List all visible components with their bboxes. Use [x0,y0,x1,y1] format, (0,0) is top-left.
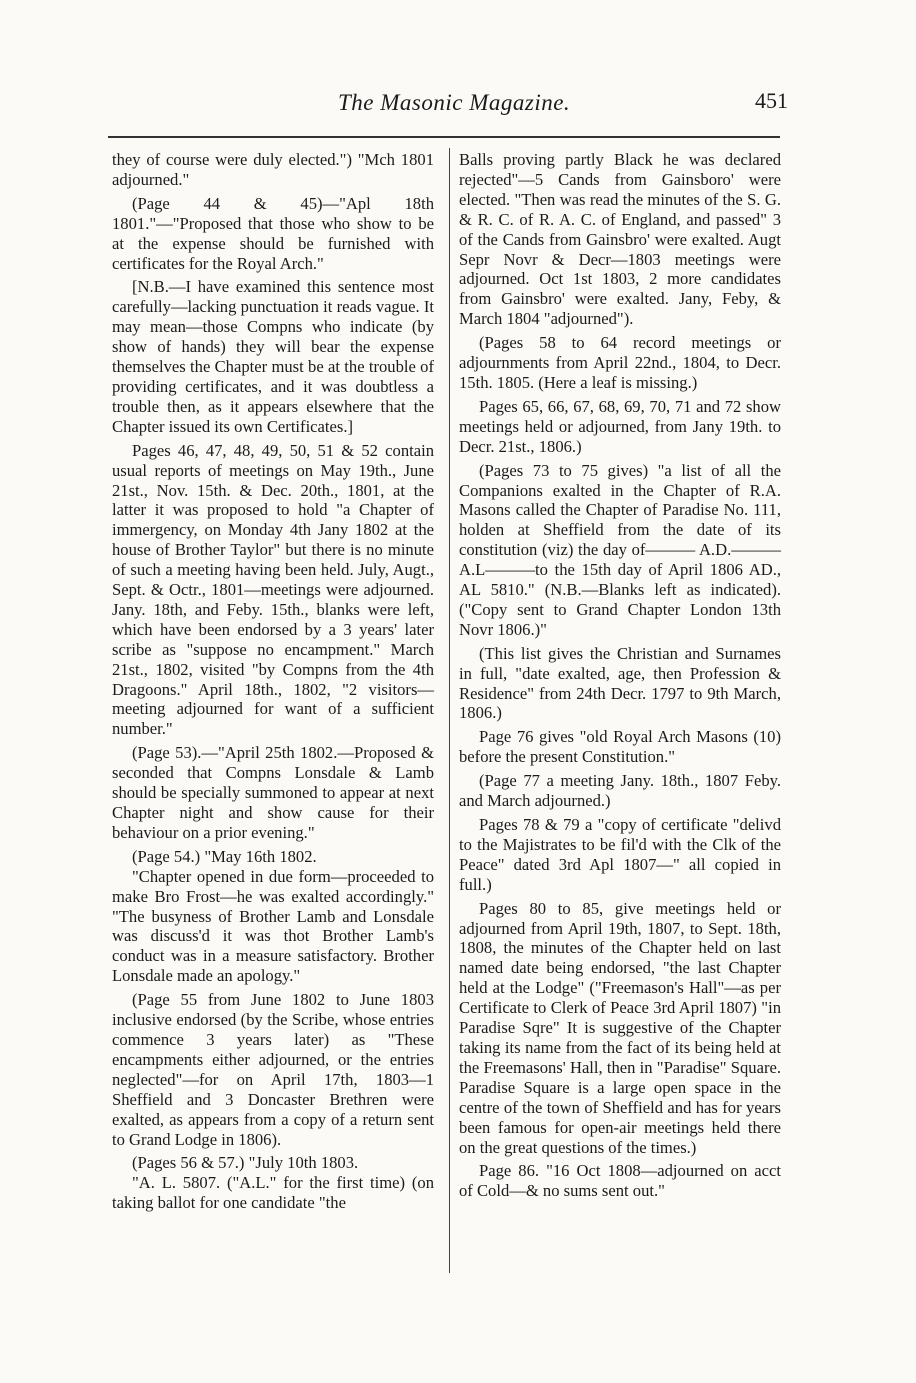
paragraph: [N.B.—I have examined this sentence most carefully—lacking punctuation it reads vague. It may mean—those Compns who indicate (by show of hands) they will bear the expense themselves the Chapter must be at the trouble of providing certificates, and it was doubtless a trouble then, as it appears elsewhere that the Chapter issued its own Certificates.] [112,277,434,436]
column-divider [449,148,450,1273]
page-header [108,78,788,128]
paragraph: (Page 77 a meeting Jany. 18th., 1807 Feby. and March adjourned.) [459,771,781,811]
paragraph: "A. L. 5807. ("A.L." for the first time) (on taking ballot for one candidate "the [112,1173,434,1213]
paragraph: (Page 44 & 45)—"Apl 18th 1801."—"Proposed that those who show to be at the expense should be furnished with certificates for the Royal Arch." [112,193,434,273]
paragraph: they of course were duly elected.") "Mch 1801 adjourned." [112,150,434,189]
paragraph: Balls proving partly Black he was declared rejected"—5 Cands from Gainsboro' were elected. "Then was read the minutes of the S. G. & R. C. of R. A. C. of England, and passed" 3 of the Cands from Gainsbro' were exalted. Augt Sepr Novr & Decr—1803 meetings were adjourned. Oct 1st 1803, 2 more candidates from Gainsbro' were exalted. Jany, Feby, & March 1804 "adjourned"). [459,150,781,329]
paragraph: (This list gives the Christian and Surnames in full, "date exalted, age, then Profession & Residence" from 24th Decr. 1797 to 9th March, 1806.) [459,643,781,723]
paragraph: Page 86. "16 Oct 1808—adjourned on acct of Cold—& no sums sent out." [459,1161,781,1201]
paragraph: (Pages 56 & 57.) "July 10th 1803. [132,1153,359,1173]
paragraph: (Page 55 from June 1802 to June 1803 inclusive endorsed (by the Scribe, whose entries commence 3 years later) as "These encampments either adjourned, or the entries neglected"—for on April 17th, 1803—1 Sheffield and 3 Doncaster Brethren were exalted, as appears from a copy of a return sent to Grand Lodge in 1806). [112,990,434,1149]
paragraph: (Pages 73 to 75 gives) "a list of all the Companions exalted in the Chapter of R.A. Masons called the Chapter of Paradise No. 111, holden at Sheffield from the date of its constitution (viz) the day of——— A.D.———A.L———to the 15th day of April 1806 AD., AL 5810." (N.B.—Blanks left as indicated). ("Copy sent to Grand Chapter London 13th Novr 1806.)" [459,460,781,639]
right-column [459,150,781,1201]
paragraph: (Pages 58 to 64 record meetings or adjournments from April 22nd., 1804, to Decr. 15th. 1805. (Here a leaf is missing.) [459,333,781,392]
paragraph: (Page 54.) "May 16th 1802. [132,846,317,866]
paragraph: Pages 78 & 79 a "copy of certificate "delivd to the Majistrates to be fil'd with the Clk of the Peace" dated 3rd Apl 1807—" all copied in full.) [459,815,781,894]
paragraph: Pages 65, 66, 67, 68, 69, 70, 71 and 72 show meetings held or adjourned, from Jany 19th. to Decr. 21st., 1806.) [459,396,781,456]
paragraph: Pages 46, 47, 48, 49, 50, 51 & 52 contain usual reports of meetings on May 19th., June 21st., Nov. 15th. & Dec. 20th., 1801, at the latter it was proposed to hold "a Chapter of immergency, on Monday 4th Jany 1802 at the house of Brother Taylor" but there is no minute of such a meeting having been held. July, Augt., Sept. & Octr., 1801—meetings were adjourned. Jany. 18th, and Feby. 15th., blanks were left, which have been endorsed by a 3 years' later scribe as "suppose no encampment." March 21st., 1802, visited "by Compns from the 4th Dragoons." April 18th., 1802, "2 visitors—meeting adjourned for want of a sufficient number." [112,440,434,739]
running-title: The Masonic Magazine. [338,90,571,115]
header-rule [108,136,780,138]
paragraph: "Chapter opened in due form—proceeded to make Bro Frost—he was exalted accordingly." "The busyness of Brother Lamb and Lonsdale was discuss'd it was thot Brother Lamb's conduct was in a measure satisfactory. Brother Lonsdale made an apology." [112,866,434,986]
paragraph: Page 76 gives "old Royal Arch Masons (10) before the present Constitution." [459,727,781,767]
paragraph: Pages 80 to 85, give meetings held or adjourned from April 19th, 1807, to Sept. 18th, 1808, the minutes of the Chapter held on last named date being endorsed, "the last Chapter held at the Lodge" ("Freemason's Hall"—as per Certificate to Clerk of Peace 3rd April 1807) "in Paradise Sqre" It is suggestive of the Chapter taking its name from the fact of its being held at the Freemasons' Hall, then in "Paradise" Square. Paradise Square is a large open space in the centre of the town of Sheffield and has for years been famous for open-air meetings held there on the great questions of the times.) [459,898,781,1157]
page-number: 451 [755,88,788,113]
left-column [112,150,434,1213]
paragraph: (Page 53).—"April 25th 1802.—Proposed & seconded that Compns Lonsdale & Lamb should be specially summoned to appear at next Chapter night and show cause for their behaviour on a prior evening." [112,743,434,842]
